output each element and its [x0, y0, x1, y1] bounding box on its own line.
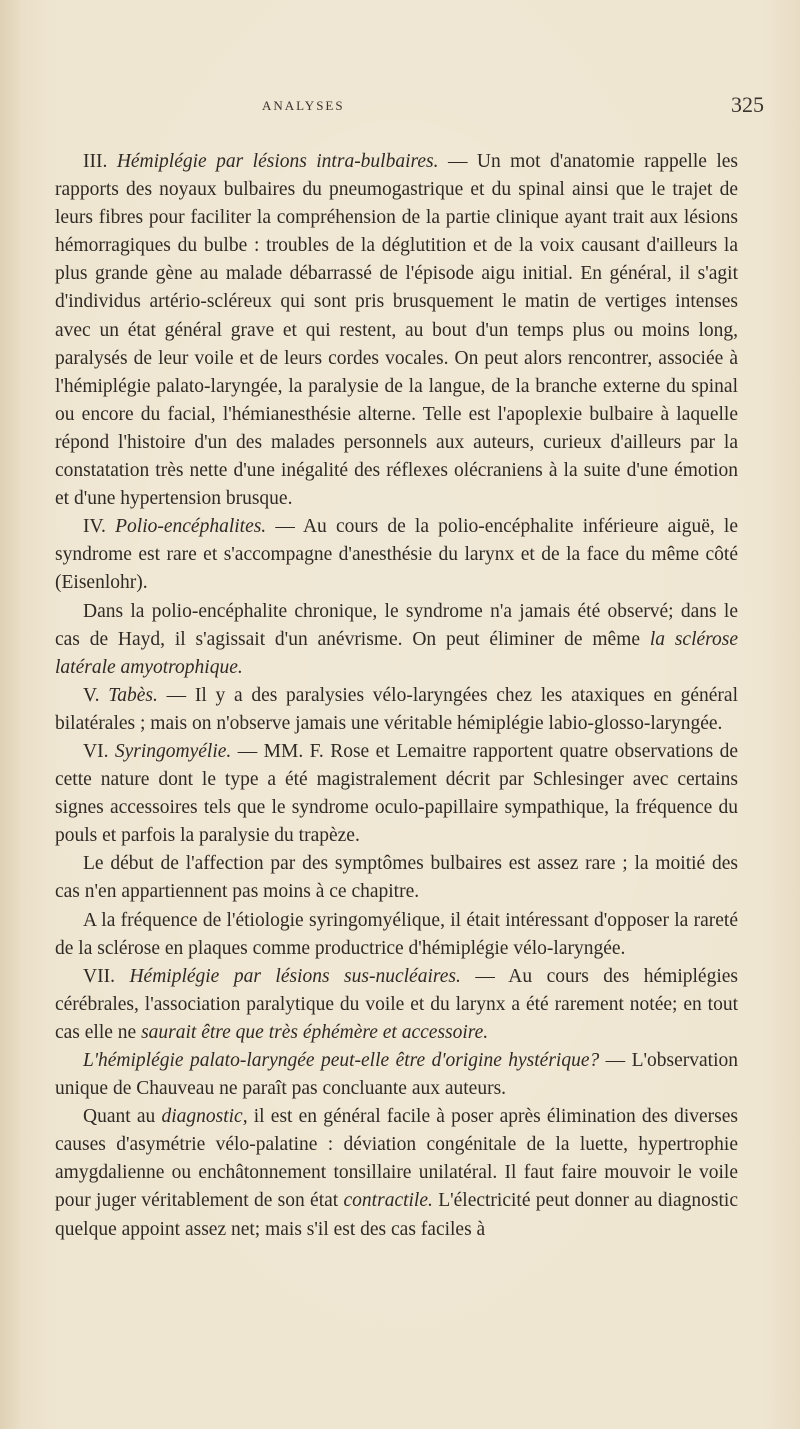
paragraph-text: — L'observation unique de Chauveau ne paraît pas concluante aux auteurs.: [55, 1050, 738, 1100]
page-header: [262, 92, 792, 122]
running-head: ANALYSES: [262, 98, 345, 113]
paragraph-diagnostic: [55, 1103, 738, 1243]
section-title: Syringomyélie.: [114, 740, 232, 762]
paragraph-text: il est en général facile à poser après élimination des diverses causes d'asymétrie vélo-palatine : déviation congénitale de la luette, hypertrophie amygdalienne ou enchâtonnement tonsillaire unilatéral. Il faut faire mouvoir le voile pour juger véritablement de son état: [55, 1106, 738, 1212]
paragraph-vi: [55, 738, 738, 850]
emphasized-text: diagnostic,: [161, 1106, 248, 1128]
section-label: V.: [83, 684, 100, 706]
paragraph-text: Dans la polio-encéphalite chronique, le syndrome n'a jamais été observé; dans le cas de Hayd, il s'agissait d'un anévrisme. On peut éliminer de même: [55, 600, 738, 650]
paragraph-iii: [55, 148, 738, 513]
section-label: VI.: [83, 740, 109, 762]
body-text: [55, 148, 738, 1244]
emphasized-text: saurait être que très éphémère et accessoire.: [141, 1021, 489, 1043]
paragraph-debut: [55, 850, 738, 906]
section-label: III.: [83, 151, 108, 172]
paragraph-vii: [55, 963, 738, 1047]
page-number: 325: [731, 92, 764, 117]
paragraph-text: A la fréquence de l'étiologie syringomyélique, il était intéressant d'opposer la rareté de la sclérose en plaques comme productrice d'hémiplégie vélo-laryngée.: [55, 909, 738, 959]
paragraph-iv: [55, 513, 738, 597]
paragraph-polio-chronique: [55, 598, 738, 682]
paragraph-text: — Au cours de la polio-encéphalite inférieure aiguë, le syndrome est rare et s'accompagne d'anesthésie du larynx et de la face du même côté (Eisenlohr).: [55, 516, 738, 594]
section-label: IV.: [83, 516, 106, 538]
paragraph-text: — Au cours des hémiplégies cérébrales, l'association paralytique du voile et du larynx a été rarement notée; en tout cas elle ne: [55, 965, 739, 1043]
section-title: Hémiplégie par lésions sus-nucléaires.: [129, 965, 461, 987]
paragraph-text: — MM. F. Rose et Lemaitre rapportent quatre observations de cette nature dont le type a été magistralement décrit par Schlesinger avec certains signes accessoires tels que le syndrome oculo-papillaire sympathique, la fréquence du pouls et parfois la paralysie du trapèze.: [55, 740, 738, 847]
paragraph-text: Le début de l'affection par des symptômes bulbaires est assez rare ; la moitié des cas n'en appartiennent pas moins à ce chapitre.: [55, 853, 738, 903]
paragraph-text: — Il y a des paralysies vélo-laryngées chez les ataxiques en général bilatérales ; mais on n'observe jamais une véritable hémiplégie labio-glosso-laryngée.: [55, 684, 738, 734]
section-title: Hémiplégie par lésions intra-bulbaires.: [116, 151, 439, 172]
emphasized-text: contractile.: [343, 1190, 433, 1212]
paragraph-frequence: [55, 907, 738, 963]
emphasized-text: L'hémiplégie palato-laryngée peut-elle être d'origine hystérique?: [83, 1050, 600, 1071]
paragraph-hysterique: [55, 1047, 738, 1103]
emphasized-text: la sclérose latérale amyotrophique.: [55, 628, 739, 678]
paragraph-text: Quant au: [83, 1106, 162, 1128]
section-label: VII.: [83, 965, 115, 987]
paragraph-v: [55, 682, 738, 738]
section-title: Tabès.: [108, 684, 158, 706]
paragraph-text: L'électricité peut donner au diagnostic quelque appoint assez net; mais s'il est des cas faciles à: [55, 1190, 739, 1240]
paragraph-text: — Un mot d'anatomie rappelle les rapports des noyaux bulbaires du pneumogastrique et du spinal ainsi que le trajet de leurs fibres pour faciliter la compréhension de la partie clinique ayant trait aux lésions hémorragiques du bulbe : troubles de la déglutition et de la voix causant d'ailleurs la plus grande gène au malade débarrassé de l'épisode aigu initial. En général, il s'agit d'individus artério-scléreux qui sont pris brusquement le matin de vertiges intenses avec un état général grave et qui restent, au bout d'un temps plus ou moins long, paralysés de leur voile et de leurs cordes vocales. On peut alors rencontrer, associée à l'hémiplégie palato-laryngée, la paralysie de la langue, de la branche externe du spinal ou encore du facial, l'hémianesthésie alterne. Telle est l'apoplexie bulbaire à laquelle répond l'histoire d'un des malades personnels aux auteurs, curieux d'ailleurs par la constatation très nette d'une inégalité des réflexes olécraniens à la suite d'une émotion et d'une hypertension brusque.: [55, 151, 739, 510]
section-title: Polio-encéphalites.: [115, 516, 267, 538]
